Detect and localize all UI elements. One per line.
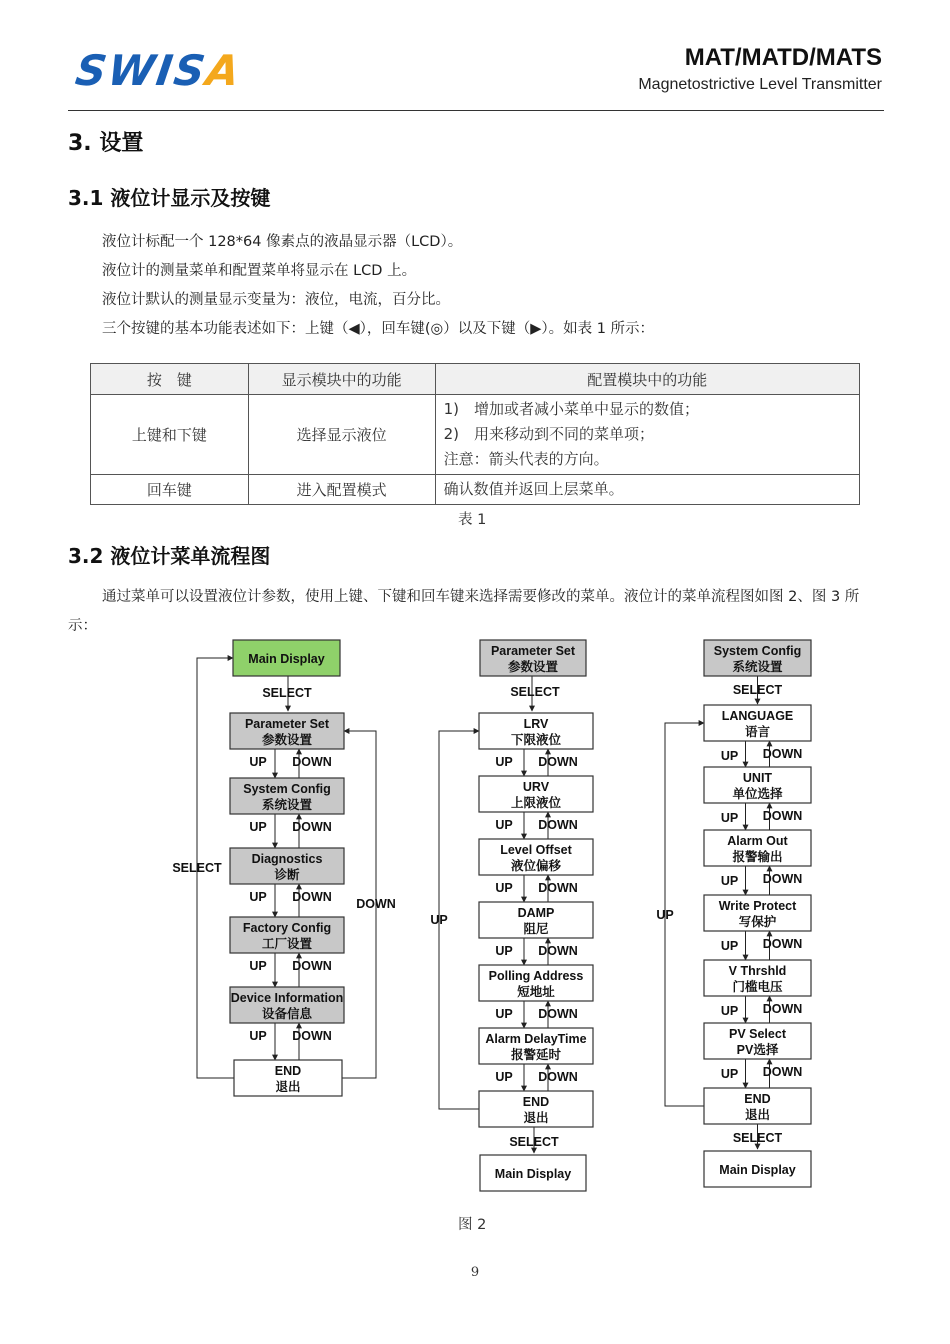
svg-text:单位选择: 单位选择 [732,787,783,801]
down-label: DOWN [538,944,578,958]
down-label: DOWN [762,937,803,951]
param-box-3 [479,902,593,938]
svg-text:液位偏移: 液位偏移 [510,859,562,873]
system-box-1 [704,767,811,803]
svg-text:System Config: System Config [243,782,331,796]
svg-text:DAMP: DAMP [517,906,555,920]
svg-text:上限液位: 上限液位 [510,796,562,810]
menu-box-0 [230,713,344,749]
svg-text:Write Protect: Write Protect [718,899,797,913]
svg-text:报警输出: 报警输出 [732,850,783,864]
param-box-4 [479,965,593,1001]
svg-text:门槛电压: 门槛电压 [732,980,783,994]
table-cell: 上键和下键 [91,395,249,475]
svg-text:LANGUAGE: LANGUAGE [721,709,794,723]
table-cell: 进入配置模式 [248,475,435,505]
param-box-0 [479,713,593,749]
up-label: UP [720,874,739,888]
down-label: DOWN [538,755,578,769]
svg-text:Factory Config: Factory Config [242,921,332,935]
menu-box-3 [230,917,344,953]
menu-box-1 [230,778,344,814]
up-label: UP [720,811,739,825]
paragraph-lcd: 液位计标配一个 128*64 像素点的液晶显示器（LCD）。 [102,234,463,250]
table-cell: 确认数值并返回上层菜单。 [435,475,859,505]
svg-text:短地址: 短地址 [517,985,555,999]
bottom-select-label: SELECT [509,1135,559,1149]
svg-text:Diagnostics: Diagnostics [251,852,323,866]
svg-text:下限液位: 下限液位 [510,733,562,747]
up-label: UP [495,755,513,769]
down-label: DOWN [538,818,578,832]
up-label: UP [249,1029,267,1043]
end-box [234,1060,342,1096]
up-label: UP [720,1004,739,1018]
param-box-6 [479,1091,593,1127]
down-label: DOWN [292,755,332,769]
select-label: SELECT [510,685,560,699]
paragraph-keys: 三个按键的基本功能表述如下：上键（◀），回车键(◎）以及下键（▶）。如表 1 所示： [102,321,655,337]
down-label: DOWN [538,1007,578,1021]
side-up-label: UP [656,908,674,922]
table-header-cell: 按 键 [91,364,249,395]
svg-text:参数设置: 参数设置 [261,733,313,747]
up-label: UP [495,944,513,958]
svg-text:设备信息: 设备信息 [261,1007,313,1021]
svg-text:END: END [274,1064,302,1078]
param-box-5 [479,1028,593,1064]
up-label: UP [249,820,267,834]
svg-text:系统设置: 系统设置 [261,798,313,812]
subsection-3-2-title: 3.2 液位计菜单流程图 [68,544,271,568]
system-box-5 [704,1023,811,1059]
system-box-3 [704,895,811,931]
svg-text:Alarm Out: Alarm Out [727,834,788,848]
down-label: DOWN [292,959,332,973]
svg-text:UNIT: UNIT [742,771,773,785]
svg-text:Parameter Set: Parameter Set [490,644,576,658]
paragraph-menus: 液位计的测量菜单和配置菜单将显示在 LCD 上。 [102,263,417,279]
page-number: 9 [470,1265,480,1280]
system-config-header-box [704,640,811,676]
param-box-1 [479,776,593,812]
table-header-cell: 显示模块中的功能 [248,364,435,395]
figure-caption: 图 2 [458,1217,487,1233]
svg-text:Level Offset: Level Offset [500,843,572,857]
svg-text:报警延时: 报警延时 [510,1048,562,1062]
swisa-logo: SWISA [72,46,245,95]
svg-text:Main Display: Main Display [719,1163,796,1177]
svg-text:V Thrshld: V Thrshld [728,964,787,978]
system-box-6 [704,1088,811,1124]
svg-text:退出: 退出 [523,1111,549,1125]
svg-text:写保护: 写保护 [738,915,777,929]
section-title: 3. 设置 [68,131,144,156]
svg-text:LRV: LRV [523,717,549,731]
up-label: UP [495,1007,513,1021]
svg-text:工厂设置: 工厂设置 [261,937,313,951]
svg-text:退出: 退出 [275,1080,301,1094]
svg-text:Parameter Set: Parameter Set [244,717,330,731]
down-label: DOWN [762,747,803,761]
svg-text:诊断: 诊断 [274,868,300,882]
down-label: DOWN [292,890,332,904]
down-label: DOWN [762,872,803,886]
svg-text:参数设置: 参数设置 [507,660,559,674]
down-label: DOWN [762,809,803,823]
select-label: SELECT [732,683,783,697]
table-cell: 1) 增加或者减小菜单中显示的数值； 2) 用来移动到不同的菜单项； 注意：箭头代表的方向。 [435,395,859,475]
svg-text:END: END [744,1092,771,1106]
down-label: DOWN [538,1070,578,1084]
param-box-2 [479,839,593,875]
up-label: UP [495,818,513,832]
svg-text:Device Information: Device Information [230,991,344,1005]
down-label: DOWN [292,1029,332,1043]
down-label: DOWN [762,1065,803,1079]
main-display-box [233,640,340,676]
svg-text:END: END [522,1095,550,1109]
svg-text:URV: URV [522,780,550,794]
main-display-return-box [704,1151,811,1187]
bottom-select-label: SELECT [732,1131,783,1145]
up-label: UP [720,1067,739,1081]
table-header-cell: 配置模块中的功能 [435,364,859,395]
system-box-0 [704,705,811,741]
system-box-2 [704,830,811,866]
svg-text:PV Select: PV Select [729,1027,786,1041]
svg-text:Main Display: Main Display [248,652,325,666]
up-label: UP [495,1070,513,1084]
svg-text:阻尼: 阻尼 [523,922,549,936]
up-label: UP [720,749,739,763]
side-down-label: DOWN [356,897,396,911]
parameter-set-header-box [480,640,586,676]
table-caption: 表 1 [458,512,487,528]
down-label: DOWN [538,881,578,895]
svg-text:Main Display: Main Display [494,1167,572,1181]
down-label: DOWN [292,820,332,834]
menu-box-2 [230,848,344,884]
svg-text:Polling Address: Polling Address [488,969,584,983]
down-label: DOWN [762,1002,803,1016]
up-label: UP [720,939,739,953]
up-label: UP [249,755,267,769]
select-label: SELECT [262,686,312,700]
side-up-label: UP [430,913,448,927]
subsection-3-1-title: 3.1 液位计显示及按键 [68,186,271,210]
up-label: UP [495,881,513,895]
up-label: UP [249,890,267,904]
main-display-return-box [480,1155,586,1191]
paragraph-menu-flow: 通过菜单可以设置液位计参数，使用上键、下键和回车键来选择需要修改的菜单。液位计的菜单流程图如图 2、图 3 所示： [68,589,860,634]
svg-text:语言: 语言 [744,725,771,739]
side-select-label: SELECT [172,861,222,875]
up-label: UP [249,959,267,973]
svg-text:退出: 退出 [744,1108,771,1122]
table-cell: 回车键 [91,475,249,505]
document-subtitle: Magnetostrictive Level Transmitter [638,76,882,93]
document-title: MAT/MATD/MATS [684,44,882,71]
svg-text:系统设置: 系统设置 [732,660,783,674]
paragraph-default-vars: 液位计默认的测量显示变量为：液位，电流，百分比。 [102,292,450,308]
menu-box-4 [230,987,344,1023]
svg-text:PV选择: PV选择 [736,1043,779,1057]
svg-text:Alarm DelayTime: Alarm DelayTime [485,1032,587,1046]
table-cell: 选择显示液位 [248,395,435,475]
svg-text:System Config: System Config [713,644,802,658]
system-box-4 [704,960,811,996]
